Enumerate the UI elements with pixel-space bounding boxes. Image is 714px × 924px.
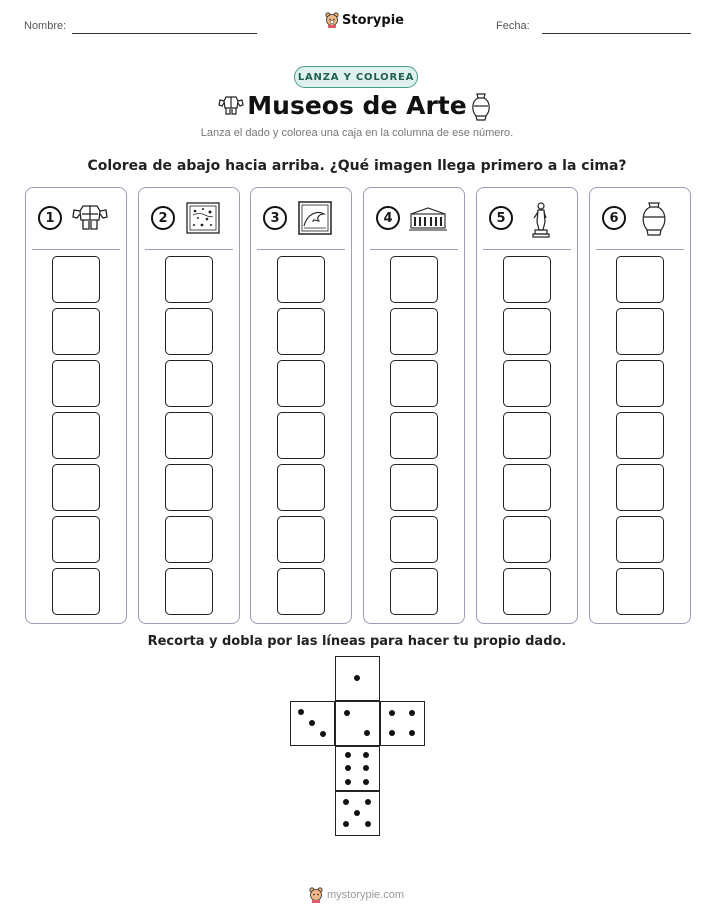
armor-icon [70,200,110,240]
column-2 [138,187,240,624]
dice-face-2 [335,701,380,746]
column-number: 3 [263,206,287,230]
column-divider [32,249,120,250]
brand-name: Storypie [342,12,404,28]
dice-pip [345,752,351,758]
column-number: 6 [602,206,626,230]
dice-pip [389,710,395,716]
page-title: Museos de Arte [247,91,467,120]
color-box[interactable] [277,412,325,459]
dice-pip [389,730,395,736]
color-box[interactable] [503,256,551,303]
dice-pip [309,720,315,726]
name-line[interactable] [72,33,257,34]
dice-pip [409,710,415,716]
vase-icon [634,200,674,242]
dice-pip [343,821,349,827]
color-box[interactable] [503,412,551,459]
dice-pip [365,821,371,827]
color-box[interactable] [52,308,100,355]
column-header [36,200,120,240]
color-box[interactable] [390,256,438,303]
color-box[interactable] [277,360,325,407]
color-box[interactable] [503,308,551,355]
footer [309,887,404,903]
dice-pip [320,731,326,737]
column-divider [145,249,233,250]
bear-icon [309,887,323,903]
color-box[interactable] [390,308,438,355]
dice-pip [409,730,415,736]
color-box[interactable] [165,516,213,563]
color-box[interactable] [277,256,325,303]
dice-face-3 [290,701,335,746]
color-box[interactable] [52,256,100,303]
column-number: 1 [38,206,62,230]
dice-face-5 [335,791,380,836]
color-box[interactable] [390,516,438,563]
dice-face-6 [335,746,380,791]
column-3 [250,187,352,624]
column-1 [25,187,127,624]
column-number: 5 [489,206,513,230]
color-box[interactable] [165,256,213,303]
color-box[interactable] [503,464,551,511]
column-number: 4 [376,206,400,230]
color-box[interactable] [616,360,664,407]
starry-painting-icon [183,200,223,240]
dice-pip [343,799,349,805]
column-divider [370,249,458,250]
color-box[interactable] [390,412,438,459]
column-divider [596,249,684,250]
color-box[interactable] [277,464,325,511]
color-box[interactable] [165,360,213,407]
column-number: 2 [151,206,175,230]
color-box[interactable] [277,568,325,615]
column-divider [483,249,571,250]
column-header [149,200,233,240]
color-box[interactable] [616,256,664,303]
color-box[interactable] [503,568,551,615]
dice-pip [363,779,369,785]
dice-pip [354,675,360,681]
date-line[interactable] [542,33,691,34]
subtitle: Lanza el dado y colorea una caja en la columna de ese número. [200,127,514,139]
color-box[interactable] [616,568,664,615]
color-box[interactable] [503,516,551,563]
date-label: Fecha: [496,20,530,32]
museum-building-icon [408,200,448,240]
dice-pip [345,765,351,771]
bear-icon [325,12,339,28]
dice-pip [363,752,369,758]
column-header [261,200,345,240]
column-divider [257,249,345,250]
column-5 [476,187,578,624]
color-box[interactable] [390,464,438,511]
dice-face-1 [335,656,380,701]
dice-pip [344,710,350,716]
color-box[interactable] [390,568,438,615]
color-box[interactable] [277,516,325,563]
color-box[interactable] [277,308,325,355]
column-header [374,200,458,240]
color-box[interactable] [165,464,213,511]
color-box[interactable] [52,360,100,407]
color-box[interactable] [503,360,551,407]
dice-pip [345,779,351,785]
dice-pip [354,810,360,816]
brand-logo [325,12,404,28]
color-box[interactable] [390,360,438,407]
dice-pip [364,730,370,736]
column-6 [589,187,691,624]
vase-icon [468,92,494,122]
dice-pip [365,799,371,805]
color-box[interactable] [52,568,100,615]
color-box[interactable] [165,308,213,355]
dice-pip [363,765,369,771]
color-box[interactable] [165,412,213,459]
footer-url: mystorypie.com [327,889,405,901]
color-box[interactable] [52,412,100,459]
dice-pip [298,709,304,715]
column-header [600,200,684,240]
color-box[interactable] [616,308,664,355]
color-box[interactable] [616,516,664,563]
color-box[interactable] [616,464,664,511]
color-box[interactable] [52,464,100,511]
dice-instruction: Recorta y dobla por las líneas para hacer tu propio dado. [147,634,567,649]
color-box[interactable] [616,412,664,459]
color-box[interactable] [165,568,213,615]
instruction-heading: Colorea de abajo hacia arriba. ¿Qué imagen llega primero a la cima? [87,158,627,174]
statue-icon [521,200,561,244]
color-box[interactable] [52,516,100,563]
column-header [487,200,571,240]
column-4 [363,187,465,624]
activity-badge: LANZA Y COLOREA [294,66,418,88]
dice-face-4 [380,701,425,746]
name-label: Nombre: [24,20,67,32]
wave-painting-icon [295,200,335,240]
